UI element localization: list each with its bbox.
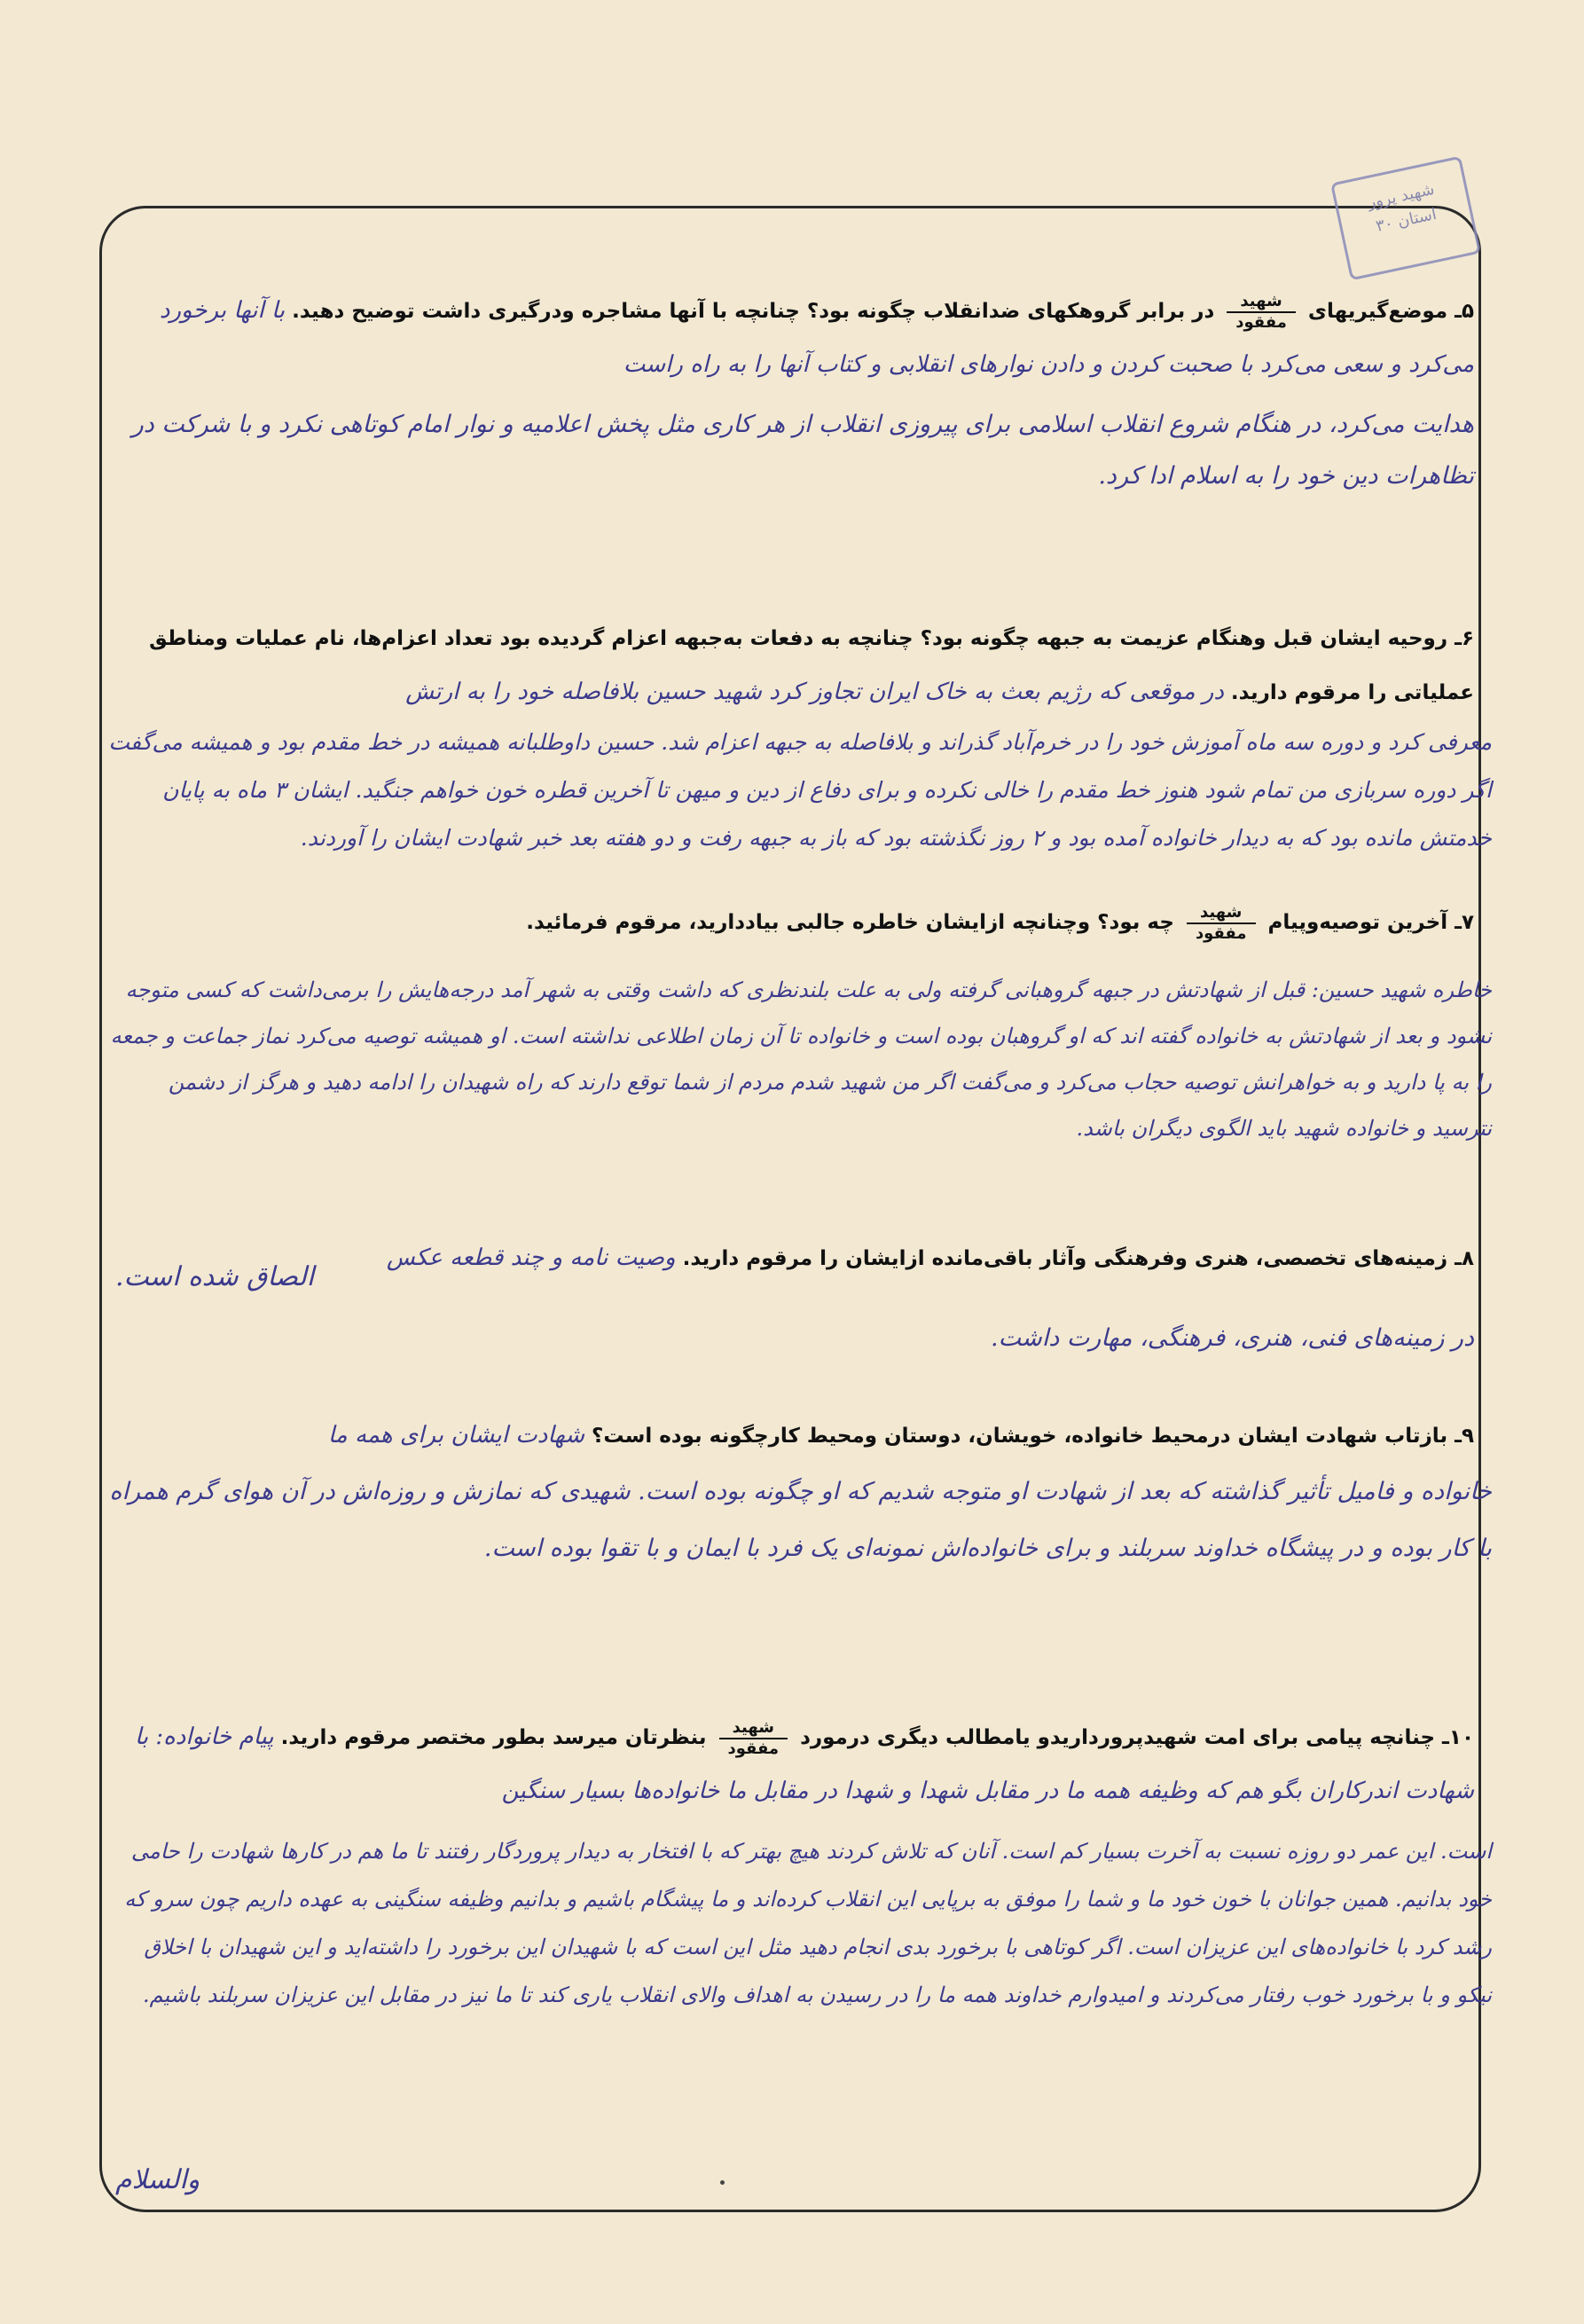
question-7-fraction bbox=[1187, 903, 1256, 944]
question-7 bbox=[126, 896, 1474, 949]
question-6-text: ۶ـ روحیه ایشان قبل وهنگام عزیمت به جبهه چگونه بود؟ چنانچه به دفعات به‌جبهه اعزام گردیده بود تعداد اعزام‌ها، نام عملیات ومناطق عملیاتی را مرقوم دارید. bbox=[149, 627, 1474, 704]
answer-7: خاطره شهید حسین: قبل از شهادتش در جبهه گروهبانی گرفته ولی به علت بلندنظری که داشت وقتی به شهر آمد درجه‌هایش را برمی‌داشت که کسی متوجه نشود و بعد از شهادتش به خانواده گفته اند که او گروهبان بوده است و خانواده تا آن زمان اطلاعی نداشته است. او همیشه توصیه می‌کرد نماز جماعت و جمعه را به پا دارید و به خواهرانش توصیه حجاب می‌کرد و می‌گفت اگر من شهید شدم مردم از شما توقع دارند که راه شهیدان را ادامه دهید و هرگز از دشمن نترسید و خانواده شهید باید الگوی دیگران باشد. bbox=[110, 977, 1492, 1141]
fraction-martyr: شهید bbox=[1187, 903, 1256, 924]
fraction-missing: مفقود bbox=[1235, 312, 1287, 332]
answer-5: هدایت می‌کرد، در هنگام شروع انقلاب اسلامی برای پیروزی انقلاب از هر کاری مثل پخش اعلامیه و نوار امام کوتاهی نکرد و با شرکت در تظاهرات دین خود را به اسلام ادا کرد. bbox=[131, 411, 1474, 490]
question-9-text: ۹ـ بازتاب شهادت ایشان درمحیط خانواده، خویشان، دوستان ومحیط کارچگونه بوده است؟ bbox=[592, 1425, 1474, 1448]
answer-10: است. این عمر دو روزه نسبت به آخرت بسیار کم است. آنان که تلاش کردند هیچ بهتر که با افتخار به دیدار پروردگار رفتند تا ما هم در کارها شهادت را حامی خود بدانیم. همین جوانان با خون خود ما و شما را موفق به برپایی این انقلاب کرده‌اند و ما پیشگام باشیم و بدانیم وظیفه سنگینی به عهده داریم چون سرو که رشد کرد با خانواده‌های این عزیزان است. اگر کوتاهی با برخورد بدی انجام دهید مثل این است که با شهیدان این برخورد را داشته‌اید و این شهیدان با اخلاق نیکو و با برخورد خوب رفتار می‌کردند و امیدوارم خداوند همه ما را در رسیدن به اهداف والای انقلاب یاری کند تا ما نیز در مقابل این عزیزان سربلند باشیم. bbox=[124, 1839, 1492, 2007]
closing-salutation: والسلام bbox=[115, 2164, 200, 2195]
fraction-missing: مفقود bbox=[727, 1739, 780, 1758]
question-5-pre: ۵ـ موضع‌گیریهای bbox=[1307, 300, 1474, 323]
fraction-martyr: شهید bbox=[1227, 292, 1296, 313]
question-5-fraction bbox=[1227, 292, 1296, 333]
ink-dot bbox=[720, 2180, 725, 2185]
question-10-fraction bbox=[719, 1718, 788, 1759]
fraction-martyr: شهید bbox=[719, 1718, 788, 1739]
question-10 bbox=[126, 1710, 1474, 1818]
question-5 bbox=[126, 284, 1474, 392]
answer-9: خانواده و فامیل تأثیر گذاشته که بعد از شهادت او متوجه شدیم که او چگونه بوده است. شهیدی که نمازش و روزه‌اش در آن هوای گرم همراه با کار بوده و در پیشگاه خداوند سربلند و برای خانواده‌اش نمونه‌ای یک فرد با ایمان و با تقوا بوده است. bbox=[109, 1478, 1492, 1562]
question-10-pre: ۱۰ـ چنانچه پیامی برای امت شهیدپرورداریدو یامطالب دیگری درمورد bbox=[800, 1726, 1474, 1749]
fraction-missing: مفقود bbox=[1195, 923, 1247, 943]
question-10-post: بنظرتان میرسد بطور مختصر مرقوم دارید. bbox=[280, 1726, 707, 1749]
question-5-post: در برابر گروهکهای ضدانقلاب چگونه بود؟ چنانچه با آنها مشاجره ودرگیری داشت توضیح دهید. bbox=[292, 300, 1215, 323]
question-8-text: ۸ـ زمینه‌های تخصصی، هنری وفرهنگی وآثار باقی‌مانده ازایشان را مرقوم دارید. bbox=[682, 1247, 1474, 1270]
answer-5-inline: با آنها برخورد می‌کرد و سعی می‌کرد با صحبت کردن و دادن نوارهای انقلابی و کتاب آنها را به راه راست bbox=[159, 297, 1474, 378]
answer-9-inline: شهادت ایشان برای همه ما bbox=[327, 1422, 585, 1449]
question-6 bbox=[126, 612, 1474, 719]
answer-6-inline: در موقعی که رژیم بعث به خاک ایران تجاوز کرد شهید حسین بلافاصله خود را به ارتش bbox=[405, 679, 1224, 705]
question-9 bbox=[126, 1409, 1474, 1463]
answer-6: معرفی کرد و دوره سه ماه آموزش خود را در خرم‌آباد گذراند و بلافاصله به جبهه اعزام شد. حسین داوطلبانه همیشه در خط مقدم بود و همیشه می‌گفت اگر دوره سربازی من تمام شود هنوز خط مقدم را خالی نکرده و برای دفاع از دین و میهن تا آخرین قطره خون خواهم جنگید. ایشان ۳ ماه به پایان خدمتش مانده بود که به دیدار خانواده آمده بود و ۲ روز نگذشته بود که باز به جبهه رفت و دو هفته بعد خبر شهادت ایشان را آوردند. bbox=[108, 729, 1492, 851]
stamp-line-2: استان ۳۰ bbox=[1374, 204, 1439, 236]
stamp-line-1: شهید پرور bbox=[1366, 179, 1437, 213]
question-8 bbox=[126, 1231, 1474, 1285]
question-7-pre: ۷ـ آخرین توصیه‌وپیام bbox=[1267, 911, 1474, 934]
answer-10-inline: پیام خانواده: با شهادت اندرکاران بگو هم که وظیفه همه ما در مقابل شهدا و شهدا در مقابل ما خانواده‌ها بسیار سنگین bbox=[134, 1723, 1474, 1804]
answer-8-inline: وصیت نامه و چند قطعه عکس bbox=[386, 1244, 676, 1271]
answer-8-skills: در زمینه‌های فنی، هنری، فرهنگی، مهارت داشت. bbox=[991, 1324, 1474, 1352]
question-7-post: چه بود؟ وچنانچه ازایشان خاطره جالبی بیاددارید، مرقوم فرمائید. bbox=[526, 911, 1174, 934]
answer-8: الصاق شده است. bbox=[115, 1261, 315, 1292]
